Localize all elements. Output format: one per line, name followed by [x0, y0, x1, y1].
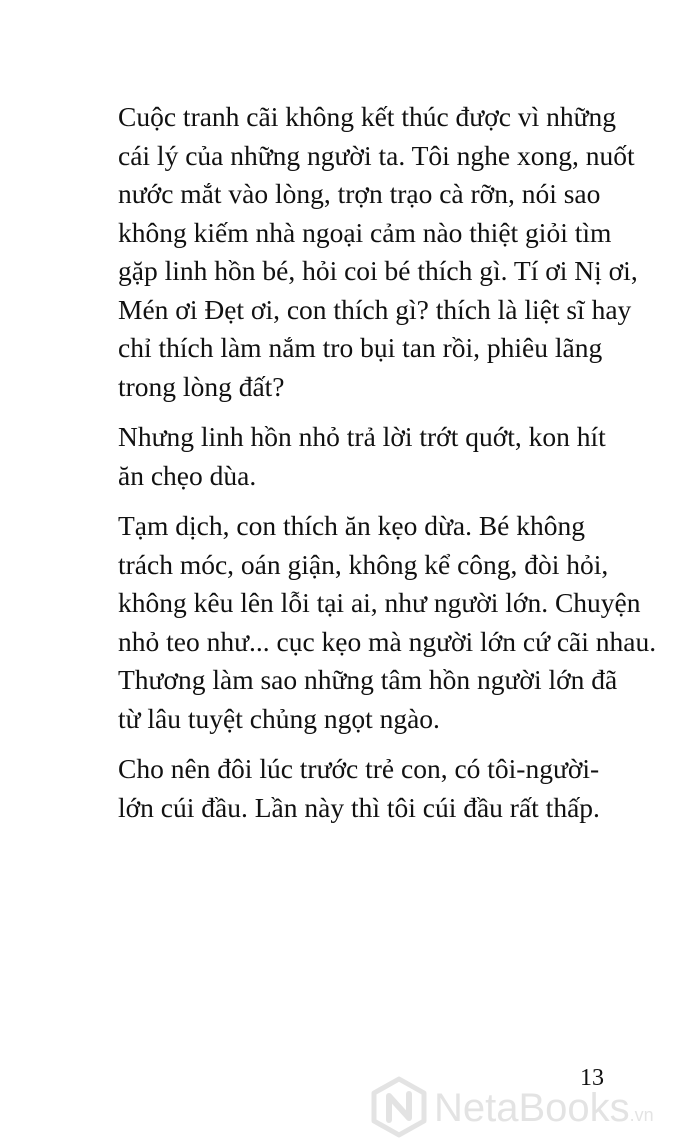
paragraph-1 [118, 98, 638, 406]
text-line: lớn cúi đầu. Lần này thì tôi cúi đầu rất thấp. [118, 791, 600, 823]
paragraph-2 [118, 418, 618, 495]
text-line: không kiếm nhà ngoại cảm nào thiệt giỏi tìm [118, 216, 612, 248]
text-line: Cho nên đôi lúc trước trẻ con, có tôi-người- [118, 753, 600, 784]
text-line: ăn chẹo dùa. [118, 459, 257, 491]
text-line: Thương làm sao những tâm hồn người lớn đã [118, 664, 618, 695]
text-line: không kêu lên lỗi tại ai, như người lớn. Chuyện [118, 587, 641, 618]
text-line: gặp linh hồn bé, hỏi coi bé thích gì. Tí ơi Nị ơi, [118, 255, 638, 286]
text-line: nước mắt vào lòng, trợn trạo cà rỡn, nói sao [118, 178, 601, 209]
watermark-text [434, 1084, 654, 1139]
text-line: trong lòng đất? [118, 370, 285, 402]
netabooks-n-logo-icon [370, 1076, 428, 1138]
text-line: Tạm dịch, con thích ăn kẹo dừa. Bé không [118, 510, 586, 541]
text-line: Cuộc tranh cãi không kết thúc được vì những [118, 101, 616, 132]
text-line: Nhưng linh hồn nhỏ trả lời trớt quớt, kon hít [118, 421, 606, 452]
text-line: trách móc, oán giận, không kể công, đòi hỏi, [118, 548, 609, 580]
text-line: Mén ơi Đẹt ơi, con thích gì? thích là liệt sĩ hay [118, 293, 632, 325]
watermark [370, 1076, 695, 1140]
text-line: từ lâu tuyệt chủng ngọt ngào. [118, 702, 440, 734]
text-line: cái lý của những người ta. Tôi nghe xong, nuốt [118, 139, 635, 171]
watermark-brand: NetaBooks [434, 1086, 630, 1130]
text-line: chỉ thích làm nắm tro bụi tan rồi, phiêu lãng [118, 332, 603, 363]
watermark-suffix: .vn [629, 1105, 654, 1125]
text-line: nhỏ teo như... cục kẹo mà người lớn cứ cãi nhau. [118, 625, 657, 657]
paragraph-4 [118, 750, 618, 827]
paragraph-3 [118, 507, 657, 738]
page-number: 13 [580, 1065, 604, 1091]
body-text [118, 98, 657, 827]
